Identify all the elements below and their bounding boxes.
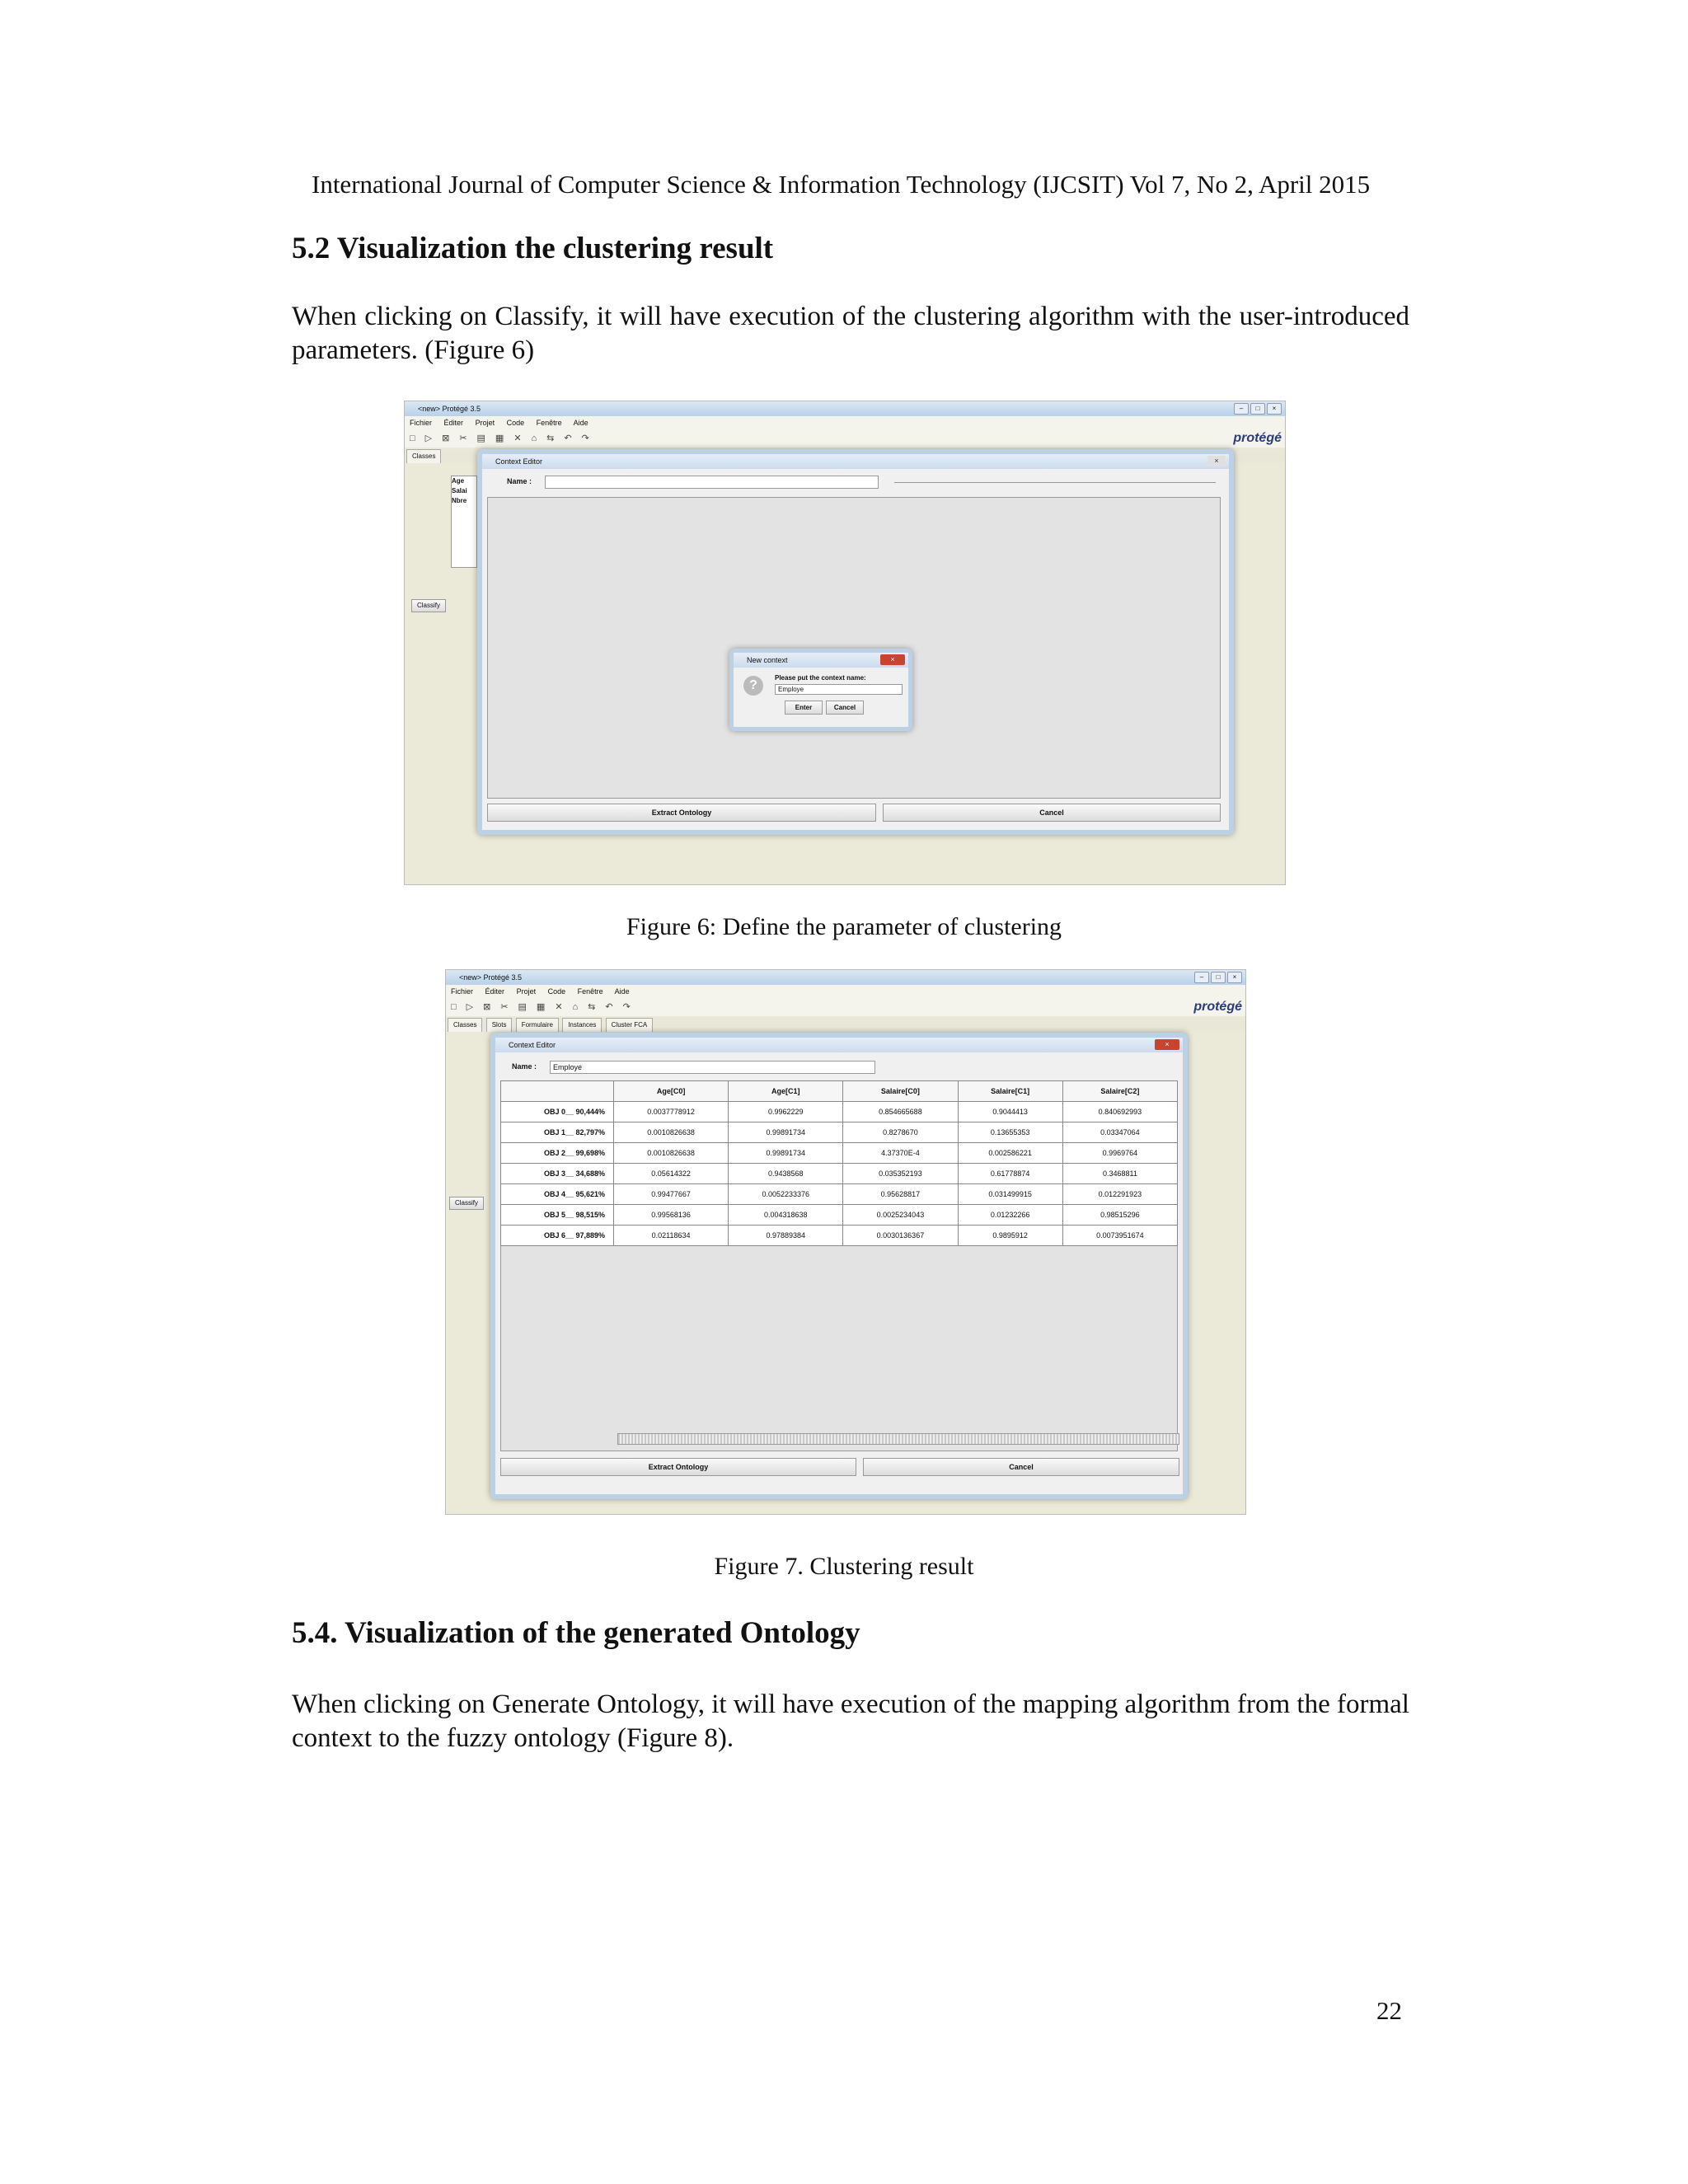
table-row[interactable] [501, 1164, 1178, 1184]
table-row[interactable] [501, 1226, 1178, 1246]
classify-button[interactable]: Classify [411, 599, 446, 612]
menu-item[interactable]: Code [547, 987, 566, 996]
name-input[interactable]: Employe [550, 1061, 875, 1074]
table-cell[interactable]: 0.9895912 [958, 1226, 1062, 1246]
tab-cluster-fca[interactable]: Cluster FCA [606, 1018, 654, 1032]
new-context-popup [729, 649, 912, 731]
table-cell[interactable]: 0.99891734 [729, 1143, 843, 1164]
table-cell[interactable]: 0.9044413 [958, 1102, 1062, 1122]
figure-6-caption: Figure 6: Define the parameter of clustering [626, 913, 1062, 940]
row-label: OBJ 5__ 98,515% [501, 1205, 614, 1226]
horizontal-scrollbar[interactable] [617, 1433, 1179, 1445]
paragraph: When clicking on Classify, it will have execution of the clustering algorithm with the user-introduced parameters. (Figure 6) [292, 302, 1409, 365]
menu-bar [446, 985, 1245, 998]
table-cell[interactable]: 0.031499915 [958, 1184, 1062, 1205]
protege-logo: protégé [1233, 431, 1282, 445]
menu-item[interactable]: Aide [573, 419, 588, 427]
paragraph: When clicking on Generate Ontology, it will have execution of the mapping algorithm from the formal context to the fuzzy ontology (Figure 8). [292, 1690, 1409, 1753]
menu-item[interactable]: Projet [516, 987, 537, 996]
dialog-title: Context Editor [482, 454, 1229, 469]
table-cell[interactable]: 0.840692993 [1062, 1102, 1177, 1122]
menu-item[interactable]: Projet [475, 419, 495, 427]
class-list [451, 476, 477, 568]
context-editor-dialog [477, 449, 1234, 835]
name-label: Name : [512, 1062, 537, 1071]
figure-7-caption: Figure 7. Clustering result [714, 1553, 974, 1580]
classify-button[interactable]: Classify [449, 1197, 484, 1210]
table-cell[interactable]: 0.0052233376 [729, 1184, 843, 1205]
table-cell[interactable]: 0.3468811 [1062, 1164, 1177, 1184]
context-editor-dialog [490, 1033, 1188, 1499]
close-icon[interactable]: × [1155, 1039, 1179, 1050]
row-label: OBJ 6__ 97,889% [501, 1226, 614, 1246]
toolbar-icons[interactable]: □▷⊠✂▤▦✕⌂⇆↶↷ [446, 998, 1245, 1016]
table-cell[interactable]: 0.004318638 [729, 1205, 843, 1226]
context-name-input[interactable]: Employe [775, 684, 903, 695]
popup-title: New context [734, 653, 908, 668]
table-cell[interactable]: 0.13655353 [958, 1122, 1062, 1143]
table-cell[interactable]: 0.0073951674 [1062, 1226, 1177, 1246]
cancel-button[interactable]: Cancel [863, 1458, 1179, 1476]
protege-logo: protégé [1193, 1000, 1242, 1014]
tab-classes[interactable]: Classes [406, 449, 441, 463]
table-cell[interactable]: 0.012291923 [1062, 1184, 1177, 1205]
table-cell[interactable]: 0.95628817 [843, 1184, 958, 1205]
table-cell[interactable]: 0.9962229 [729, 1102, 843, 1122]
table-cell[interactable]: 0.01232266 [958, 1205, 1062, 1226]
context-table-area [487, 497, 1221, 799]
menu-item[interactable]: Fenêtre [536, 419, 562, 427]
section-heading: 5.4. Visualization of the generated Ontology [292, 1616, 860, 1650]
row-label: OBJ 2__ 99,698% [501, 1143, 614, 1164]
table-cell[interactable]: 0.035352193 [843, 1164, 958, 1184]
list-item[interactable]: Salai [452, 487, 467, 494]
table-cell[interactable]: 4.37370E-4 [843, 1143, 958, 1164]
table-cell[interactable]: 0.0037778912 [614, 1102, 729, 1122]
menu-item[interactable]: Code [506, 419, 525, 427]
window-title: <new> Protégé 3.5 [446, 970, 1245, 985]
table-row[interactable] [501, 1205, 1178, 1226]
menu-item[interactable]: Aide [614, 987, 630, 996]
window-title: <new> Protégé 3.5 [405, 401, 1285, 416]
table-cell[interactable]: 0.002586221 [958, 1143, 1062, 1164]
tab-classes[interactable]: Classes [448, 1018, 482, 1032]
figure-6-screenshot [404, 401, 1286, 885]
row-label: OBJ 3__ 34,688% [501, 1164, 614, 1184]
name-label: Name : [507, 477, 532, 485]
close-icon[interactable]: × [880, 654, 905, 665]
question-icon: ? [743, 676, 763, 696]
maximize-icon[interactable]: □ [1250, 403, 1265, 415]
menu-item[interactable]: Fenêtre [577, 987, 603, 996]
table-cell[interactable]: 0.0025234043 [843, 1205, 958, 1226]
tab-bar [446, 1018, 1245, 1031]
list-item[interactable]: Age [452, 477, 465, 485]
page-number: 22 [1376, 1996, 1402, 2025]
enter-button[interactable]: Enter [785, 701, 823, 715]
table-cell[interactable]: 0.61778874 [958, 1164, 1062, 1184]
table-cell[interactable]: 0.03347064 [1062, 1122, 1177, 1143]
table-cell[interactable]: 0.0030136367 [843, 1226, 958, 1246]
close-icon[interactable]: × [1207, 456, 1226, 466]
close-icon[interactable]: × [1227, 972, 1242, 983]
close-icon[interactable]: × [1267, 403, 1282, 415]
popup-prompt: Please put the context name: [775, 674, 866, 682]
table-cell[interactable]: 0.9969764 [1062, 1143, 1177, 1164]
table-row[interactable] [501, 1122, 1178, 1143]
journal-header: International Journal of Computer Science & Information Technology (IJCSIT) Vol 7, No 2, April 2015 [312, 170, 1371, 199]
clustering-result-table [500, 1080, 1178, 1246]
toolbar-icons[interactable]: □▷⊠✂▤▦✕⌂⇆↶↷ [405, 429, 1285, 448]
dialog-title: Context Editor [495, 1038, 1183, 1052]
window-controls [1194, 972, 1242, 983]
table-cell[interactable]: 0.99891734 [729, 1122, 843, 1143]
table-cell[interactable]: 0.98515296 [1062, 1205, 1177, 1226]
table-cell[interactable]: 0.99568136 [614, 1205, 729, 1226]
menu-item[interactable]: Fichier [451, 987, 474, 996]
tab-slots[interactable]: Slots [486, 1018, 513, 1032]
table-cell[interactable]: 0.97889384 [729, 1226, 843, 1246]
window-controls [1234, 403, 1282, 415]
table-row[interactable] [501, 1102, 1178, 1122]
minimize-icon[interactable]: – [1234, 403, 1249, 415]
list-item[interactable]: Nbre [452, 497, 467, 504]
section-heading: 5.2 Visualization the clustering result [292, 232, 774, 265]
table-row[interactable] [501, 1184, 1178, 1205]
figure-7-screenshot [445, 969, 1246, 1515]
table-cell[interactable]: 0.99477667 [614, 1184, 729, 1205]
column-header: Salaire[C2] [1062, 1081, 1177, 1102]
tab-instances[interactable]: Instances [562, 1018, 602, 1032]
table-cell[interactable]: 0.0010826638 [614, 1143, 729, 1164]
table-header-row [501, 1081, 1178, 1102]
extract-ontology-button[interactable]: Extract Ontology [500, 1458, 856, 1476]
column-header: Salaire[C1] [958, 1081, 1062, 1102]
table-cell[interactable]: 0.854665688 [843, 1102, 958, 1122]
extract-ontology-button[interactable]: Extract Ontology [487, 804, 876, 822]
divider [894, 482, 1216, 483]
table-cell[interactable]: 0.05614322 [614, 1164, 729, 1184]
table-cell[interactable]: 0.02118634 [614, 1226, 729, 1246]
menu-item[interactable]: Éditer [443, 419, 464, 427]
column-header: Salaire[C0] [843, 1081, 958, 1102]
maximize-icon[interactable]: □ [1211, 972, 1226, 983]
cancel-button[interactable]: Cancel [883, 804, 1221, 822]
table-cell[interactable]: 0.8278670 [843, 1122, 958, 1143]
tab-formulaire[interactable]: Formulaire [516, 1018, 559, 1032]
table-row[interactable] [501, 1143, 1178, 1164]
row-label: OBJ 4__ 95,621% [501, 1184, 614, 1205]
menu-item[interactable]: Éditer [485, 987, 505, 996]
column-header [501, 1081, 614, 1102]
column-header: Age[C0] [614, 1081, 729, 1102]
popup-cancel-button[interactable]: Cancel [826, 701, 864, 715]
table-cell[interactable]: 0.0010826638 [614, 1122, 729, 1143]
menu-item[interactable]: Fichier [410, 419, 433, 427]
row-label: OBJ 1__ 82,797% [501, 1122, 614, 1143]
column-header: Age[C1] [729, 1081, 843, 1102]
minimize-icon[interactable]: – [1194, 972, 1209, 983]
row-label: OBJ 0__ 90,444% [501, 1102, 614, 1122]
table-cell[interactable]: 0.9438568 [729, 1164, 843, 1184]
menu-bar [405, 416, 1285, 429]
name-input[interactable] [545, 476, 879, 489]
